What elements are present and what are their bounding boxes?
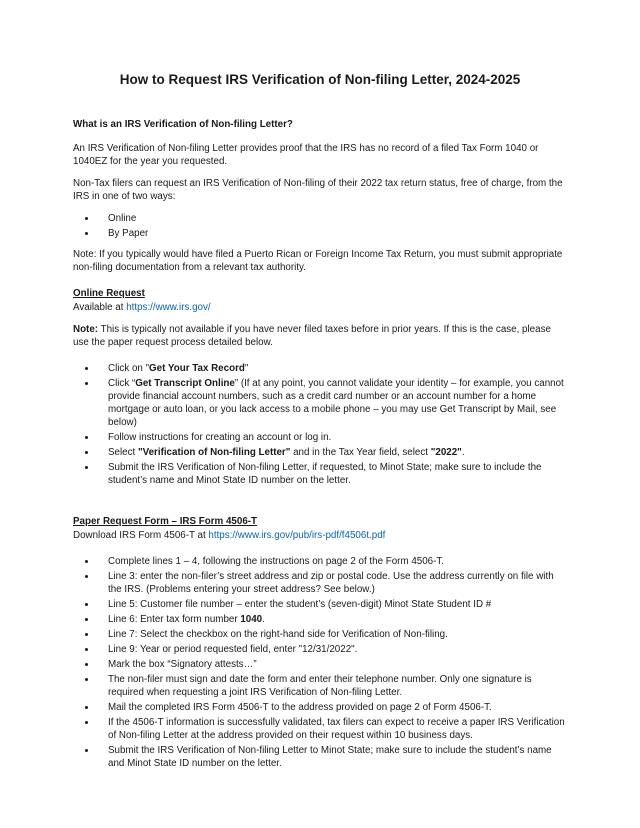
note-text: This is typically not available if you have never filed taxes before in prior years. If this is the case, please use the paper request process detailed below. <box>73 324 551 348</box>
list-item: • Click on "Get Your Tax Record" <box>97 362 567 375</box>
list-item: • Select "Verification of Non-filing Letter" and in the Tax Year field, select "2022". <box>97 446 567 459</box>
online-steps-list <box>73 362 567 487</box>
paper-download-line <box>73 529 567 542</box>
list-item: • Online <box>97 212 567 225</box>
paper-steps-list <box>73 555 567 770</box>
form-4506t-link[interactable]: https://www.irs.gov/pub/irs-pdf/f4506t.pdf <box>208 530 386 541</box>
list-item: • Line 7: Select the checkbox on the right-hand side for Verification of Non-filing. <box>97 628 567 641</box>
ways-list <box>73 212 567 240</box>
intro-note: Note: If you typically would have filed a Puerto Rican or Foreign Income Tax Return, you must submit appropriate non-filing documentation from a relevant tax authority. <box>73 249 563 273</box>
section-heading-online-request: Online Request <box>73 288 145 299</box>
list-item: • Line 6: Enter tax form number 1040. <box>97 613 567 626</box>
intro-paragraph-2: Non-Tax filers can request an IRS Verification of Non-filing of their 2022 tax return status, free of charge, from the IRS in one of two ways: <box>73 178 563 202</box>
list-item: • Complete lines 1 – 4, following the instructions on page 2 of the Form 4506-T. <box>97 555 567 568</box>
note-label: Note: <box>73 324 99 335</box>
page-title: How to Request IRS Verification of Non-filing Letter, 2024-2025 <box>119 72 521 87</box>
list-item: • Click “Get Transcript Online” (If at any point, you cannot validate your identity – for example, you cannot provide financial account numbers, such as a credit card number or an account number for a home mortgage or auto loan, or you lack access to a mobile phone – you may use Get Transcript by Mail, see below) <box>97 377 567 429</box>
list-item: • Line 3: enter the non-filer’s street address and zip or postal code. Use the address currently on file with the IRS. (Problems entering your street address? See below.) <box>97 570 567 596</box>
list-item: • Line 5: Customer file number – enter the student’s (seven-digit) Minot State Student ID # <box>97 598 567 611</box>
available-at-text: Available at <box>73 302 127 313</box>
list-item: • Mark the box “Signatory attests…” <box>97 658 567 671</box>
list-item: • Submit the IRS Verification of Non-filing Letter to Minot State; make sure to include the student’s name and Minot State ID number on the letter. <box>97 744 567 770</box>
list-item: • Line 9: Year or period requested field, enter "12/31/2022". <box>97 643 567 656</box>
online-note <box>73 323 567 349</box>
list-item: • Mail the completed IRS Form 4506-T to the address provided on page 2 of Form 4506-T. <box>97 701 567 714</box>
section-heading-paper-request: Paper Request Form – IRS Form 4506-T <box>73 516 258 527</box>
download-at-text: Download IRS Form 4506-T at <box>73 530 209 541</box>
irs-home-link[interactable]: https://www.irs.gov/ <box>126 302 211 313</box>
online-available-line <box>73 301 567 314</box>
section-heading-what-is: What is an IRS Verification of Non-filing Letter? <box>73 119 293 130</box>
list-item: • Submit the IRS Verification of Non-filing Letter, if requested, to Minot State; make sure to include the student’s name and Minot State ID number on the letter. <box>97 461 567 487</box>
list-item: • If the 4506-T information is successfully validated, tax filers can expect to receive a paper IRS Verification of Non-filing Letter at the address provided on their request within 10 business days. <box>97 716 567 742</box>
list-item: • Follow instructions for creating an account or log in. <box>97 431 567 444</box>
intro-paragraph-1: An IRS Verification of Non-filing Letter provides proof that the IRS has no record of a filed Tax Form 1040 or 1040EZ for the year you requested. <box>73 143 539 167</box>
list-item: • By Paper <box>97 227 567 240</box>
list-item: • The non-filer must sign and date the form and enter their telephone number. Only one signature is required when requesting a joint IRS Verification of Non-filing Letter. <box>97 673 567 699</box>
